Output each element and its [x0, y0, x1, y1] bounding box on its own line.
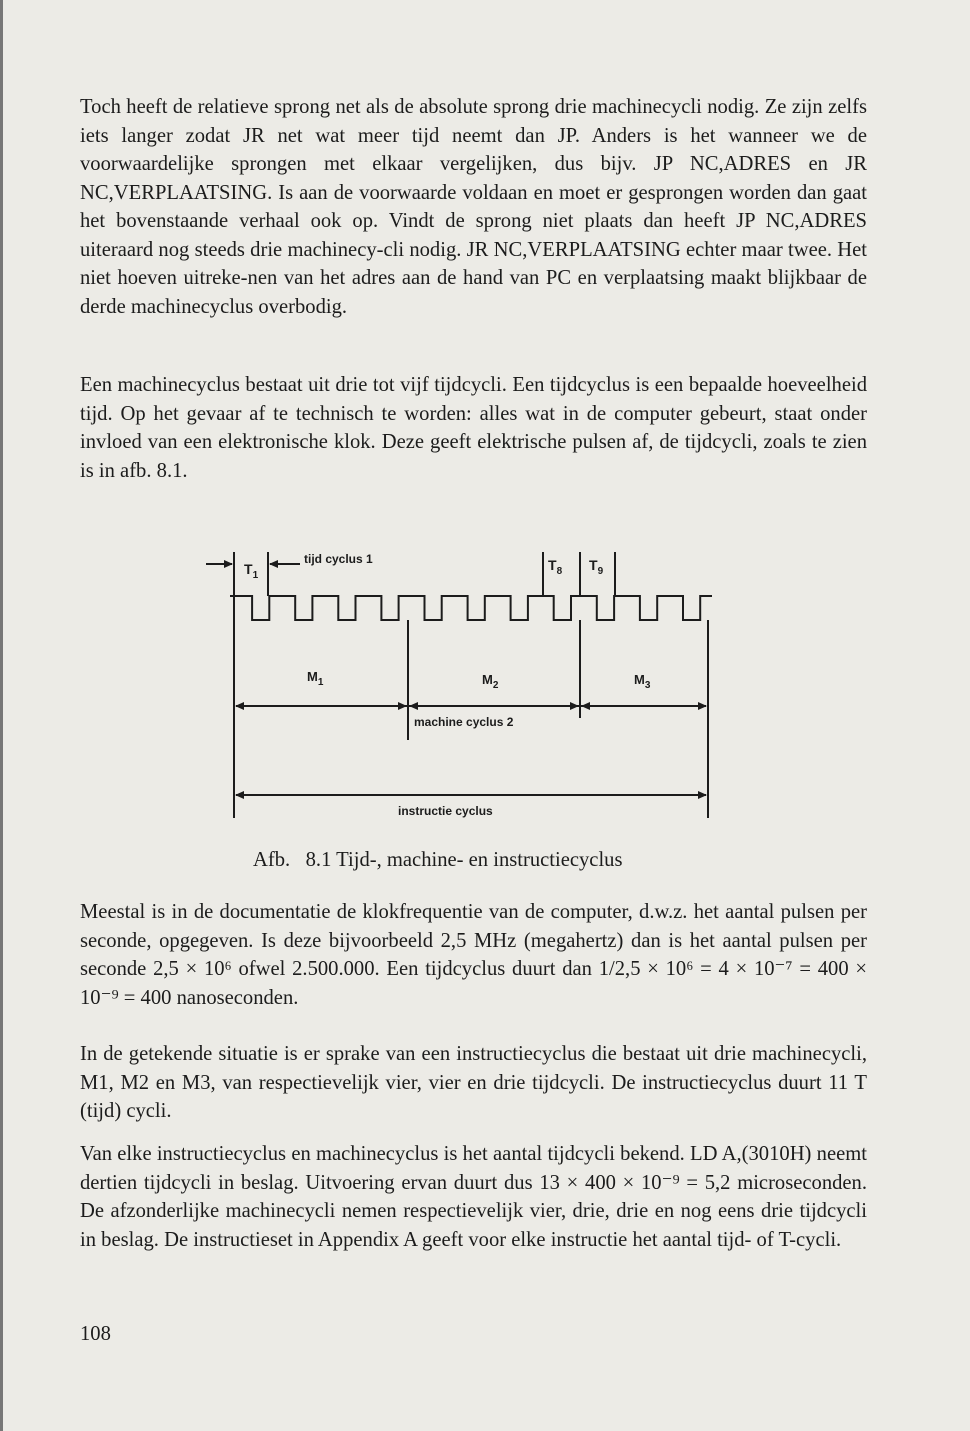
- page-number: 108: [80, 1323, 111, 1345]
- label-machinecyclus: machine cyclus 2: [414, 715, 514, 729]
- arrowhead-m2-left: [409, 702, 418, 710]
- arrowhead-m1-right: [398, 702, 407, 710]
- label-m2: $M_2$: [482, 672, 499, 691]
- arrowhead-m1-left: [235, 702, 244, 710]
- label-m3: $M_3$: [634, 672, 651, 691]
- label-tijdcyclus: tijd cyclus 1: [304, 552, 373, 566]
- paragraph-2: Een machinecyclus bestaat uit drie tot vijf tijdcycli. Een tijdcyclus is een bepaalde hoeveelheid tijd. Op het gevaar af te technisch te worden: alles wat in de computer gebeurt, staat onder invloed van een elektronische klok. Deze geeft elektrische pulsen af, de tijdcycli, zoals te zien is in afb. 8.1.: [80, 374, 867, 482]
- figure-caption: Afb. 8.1 Tijd-, machine- en instructiecyclus: [253, 849, 623, 871]
- timing-diagram: [0, 540, 970, 830]
- clock-waveform: [230, 596, 712, 620]
- paragraph-3: Meestal is in de documentatie de klokfrequentie van de computer, d.w.z. het aantal pulsen per seconde, opgegeven. Is deze bijvoorbeeld 2,5 MHz (megahertz) dan is het aantal pulsen per seconde 2,5 × 10⁶ ofwel 2.500.000. Een tijdcyclus duurt dan 1/2,5 × 10⁶ = 4 × 10⁻⁷ = 400 × 10⁻⁹ = 400 nanoseconden.: [80, 901, 867, 1009]
- arrowhead-instr-left: [235, 791, 244, 799]
- arrowhead-m3-right: [698, 702, 707, 710]
- arrowhead-m3-left: [581, 702, 590, 710]
- label-m1: $M_1$: [307, 669, 324, 688]
- arrowhead-m2-right: [570, 702, 579, 710]
- paragraph-5: Van elke instructiecyclus en machinecyclus is het aantal tijdcycli bekend. LD A,(3010H) neemt dertien tijdcycli in beslag. Uitvoering ervan duurt dus 13 × 400 × 10⁻⁹ = 5,2 microseconden. De afzonderlijke machinecycli nemen respectievelijk vier, drie, drie en nog eens drie tijdcycli in beslag. De instructieset in Appendix A geeft voor elke instructie het aantal tijd- of T-cycli.: [80, 1143, 867, 1251]
- label-t1: $T_1$: [244, 561, 259, 581]
- arrowhead-instr-right: [698, 791, 707, 799]
- paragraph-1: Toch heeft de relatieve sprong net als de absolute sprong drie machinecycli nodig. Ze zijn zelfs iets langer zodat JR net wat meer tijd neemt dan JP. Anders is het wanneer we de voorwaardelijke sprongen met elkaar vergelijken, dus bijv. JP NC,ADRES en JR NC,VERPLAATSING. Is aan de voorwaarde voldaan en moet er gesprongen worden dan gaat het bovenstaande verhaal ook op. Vindt de sprong niet plaats dan heeft JP NC,ADRES uiteraard nog steeds drie machinecy-cli nodig. JR NC,VERPLAATSING echter maar twee. Het niet hoeven uitreke-nen van het adres aan de hand van PC en verplaatsing maakt blijkbaar de derde machinecyclus overbodig.: [80, 96, 867, 318]
- label-t8: $T_8$: [548, 557, 563, 577]
- label-instructiecyclus: instructie cyclus: [398, 804, 493, 818]
- label-t9: $T_9$: [589, 557, 604, 577]
- paragraph-4: In de getekende situatie is er sprake van een instructiecyclus die bestaat uit drie machinecycli, M1, M2 en M3, van respectievelijk vier, vier en drie tijdcycli. De instructiecyclus duurt 11 T (tijd) cycli.: [80, 1043, 867, 1122]
- arrowhead-tijdcyclus: [269, 560, 278, 568]
- arrowhead-t1: [224, 560, 233, 568]
